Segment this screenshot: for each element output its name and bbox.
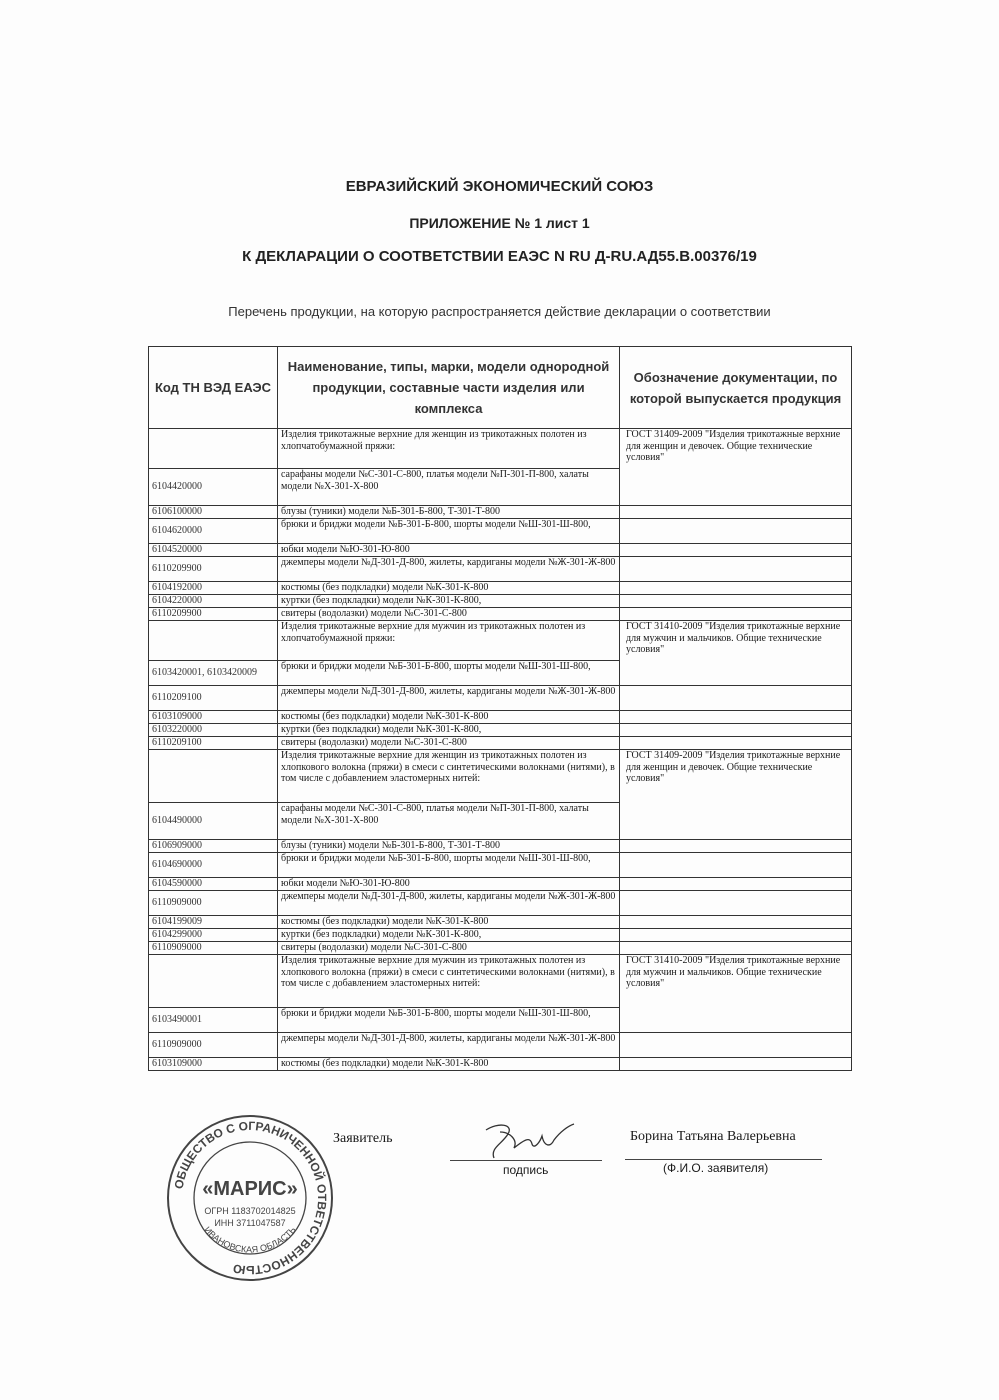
row-text: брюки и бриджи модели №Б-301-Б-800, шорты модели №Ш-301-Ш-800, [278,661,620,686]
handwritten-signature [470,1118,580,1164]
row-code: 6104690000 [149,853,278,878]
group-doc: ГОСТ 31409-2009 "Изделия трикотажные верхние для женщин и девочек. Общие технические условия" [620,750,852,840]
table-row [149,544,852,557]
row-text: костюмы (без подкладки) модели №К-301-К-800 [278,582,620,595]
table-row [149,1058,852,1071]
row-code: 6104299000 [149,929,278,942]
row-text: свитеры (водолазки) модели №С-301-С-800 [278,608,620,621]
table-row [149,878,852,891]
stamp-company-name: «МАРИС» [202,1178,298,1200]
table-row [149,891,852,916]
row-code: 6103490001 [149,1008,278,1033]
signature-line [450,1160,602,1161]
row-text: брюки и бриджи модели №Б-301-Б-800, шорты модели №Ш-301-Ш-800, [278,519,620,544]
header-doc: Обозначение документации, по которой выпускается продукция [620,347,852,429]
row-text: брюки и бриджи модели №Б-301-Б-800, шорты модели №Ш-301-Ш-800, [278,1008,620,1033]
row-text: костюмы (без подкладки) модели №К-301-К-800 [278,916,620,929]
row-code: 6104192000 [149,582,278,595]
row-text: сарафаны модели №С-301-С-800, платья модели №П-301-П-800, халаты модели №Х-301-Х-800 [278,469,620,506]
name-line [625,1159,822,1160]
stamp-inn: ИНН 3711047587 [214,1218,286,1228]
row-text: блузы (туники) модели №Б-301-Б-800, Т-301-Т-800 [278,506,620,519]
row-text: костюмы (без подкладки) модели №К-301-К-800 [278,711,620,724]
row-code: 6110209100 [149,686,278,711]
row-text: костюмы (без подкладки) модели №К-301-К-800 [278,1058,620,1071]
row-text: блузы (туники) модели №Б-301-Б-800, Т-301-Т-800 [278,840,620,853]
row-text: свитеры (водолазки) модели №С-301-С-800 [278,737,620,750]
group-doc: ГОСТ 31410-2009 "Изделия трикотажные верхние для мужчин и мальчиков. Общие технические условия" [620,955,852,1033]
group-header-row [149,621,852,661]
row-text: джемперы модели №Д-301-Д-800, жилеты, кардиганы модели №Ж-301-Ж-800 [278,686,620,711]
group-title: Изделия трикотажные верхние для мужчин из трикотажных полотен из хлопкового волокна (пряжи) в смеси с синтетическими волокнами (нитями), в том числе с добавлением эластомерных нитей: [278,955,620,1008]
table-row [149,595,852,608]
row-code: 6104490000 [149,803,278,840]
group-header-row [149,750,852,803]
table-row [149,506,852,519]
table-row [149,942,852,955]
row-text: куртки (без подкладки) модели №К-301-К-800, [278,929,620,942]
table-row [149,724,852,737]
row-code: 6110209100 [149,737,278,750]
row-text: джемперы модели №Д-301-Д-800, жилеты, кардиганы модели №Ж-301-Ж-800 [278,557,620,582]
company-stamp [165,1113,335,1283]
table-row [149,929,852,942]
table-header-row [149,347,852,429]
row-code: 6110209900 [149,608,278,621]
row-code: 6104220000 [149,595,278,608]
row-code: 6104520000 [149,544,278,557]
group-title: Изделия трикотажные верхние для женщин из трикотажных полотен из хлопкового волокна (пряжи) в смеси с синтетическими волокнами (нитями), в том числе с добавлением эластомерных нитей: [278,750,620,803]
table-row [149,519,852,544]
row-code: 6103420001, 6103420009 [149,661,278,686]
row-text: юбки модели №Ю-301-Ю-800 [278,878,620,891]
row-text: брюки и бриджи модели №Б-301-Б-800, шорты модели №Ш-301-Ш-800, [278,853,620,878]
row-code: 6103109000 [149,711,278,724]
row-code: 6104620000 [149,519,278,544]
row-code: 6104590000 [149,878,278,891]
group-doc: ГОСТ 31410-2009 "Изделия трикотажные верхние для мужчин и мальчиков. Общие технические условия" [620,621,852,686]
group-header-row [149,429,852,469]
table-row [149,840,852,853]
table-row [149,557,852,582]
header-line-3: К ДЕКЛАРАЦИИ О СООТВЕТСТВИИ ЕАЭС N RU Д-RU.АД55.В.00376/19 [242,248,757,265]
applicant-name: Борина Татьяна Валерьевна [630,1129,796,1144]
row-text: свитеры (водолазки) модели №С-301-С-800 [278,942,620,955]
table-row [149,711,852,724]
header-line-1: ЕВРАЗИЙСКИЙ ЭКОНОМИЧЕСКИЙ СОЮЗ [345,178,654,195]
signature-caption: подпись [503,1163,549,1177]
table-row [149,608,852,621]
row-text: куртки (без подкладки) модели №К-301-К-800, [278,724,620,737]
group-title: Изделия трикотажные верхние для мужчин из трикотажных полотен из хлопчатобумажной пряжи: [278,621,620,661]
table-row [149,582,852,595]
row-code: 6106909000 [149,840,278,853]
name-caption: (Ф.И.О. заявителя) [663,1161,769,1175]
group-doc: ГОСТ 31409-2009 "Изделия трикотажные верхние для женщин и девочек. Общие технические условия" [620,429,852,506]
row-text: куртки (без подкладки) модели №К-301-К-800, [278,595,620,608]
document-subtitle: Перечень продукции, на которую распространяется действие декларации о соответствии [228,304,771,319]
header-line-2: ПРИЛОЖЕНИЕ № 1 лист 1 [409,215,590,231]
row-code: 6110909000 [149,942,278,955]
stamp-outer-text: ОБЩЕСТВО С ОГРАНИЧЕННОЙ ОТВЕТСТВЕННОСТЬЮ [171,1118,330,1278]
products-table [148,346,852,1071]
header-name: Наименование, типы, марки, модели однородной продукции, составные части изделия или комплекса [278,347,620,429]
row-code: 6110909000 [149,1033,278,1058]
row-code: 6104199009 [149,916,278,929]
row-code: 6104420000 [149,469,278,506]
row-code: 6110209900 [149,557,278,582]
group-header-row [149,955,852,1008]
table-row [149,853,852,878]
row-text: сарафаны модели №С-301-С-800, платья модели №П-301-П-800, халаты модели №Х-301-Х-800 [278,803,620,840]
row-code: 6103109000 [149,1058,278,1071]
stamp-region: ИВАНОВСКАЯ ОБЛАСТЬ [202,1224,298,1255]
group-title: Изделия трикотажные верхние для женщин из трикотажных полотен из хлопчатобумажной пряжи: [278,429,620,469]
row-code: 6106100000 [149,506,278,519]
stamp-ogrn: ОГРН 1183702014825 [204,1206,296,1216]
applicant-label: Заявитель [333,1131,393,1146]
row-text: джемперы модели №Д-301-Д-800, жилеты, кардиганы модели №Ж-301-Ж-800 [278,891,620,916]
row-code: 6103220000 [149,724,278,737]
row-text: джемперы модели №Д-301-Д-800, жилеты, кардиганы модели №Ж-301-Ж-800 [278,1033,620,1058]
table-row [149,686,852,711]
header-code: Код ТН ВЭД ЕАЭС [149,347,278,429]
row-code: 6110909000 [149,891,278,916]
table-row [149,737,852,750]
row-text: юбки модели №Ю-301-Ю-800 [278,544,620,557]
table-row [149,916,852,929]
table-row [149,1033,852,1058]
